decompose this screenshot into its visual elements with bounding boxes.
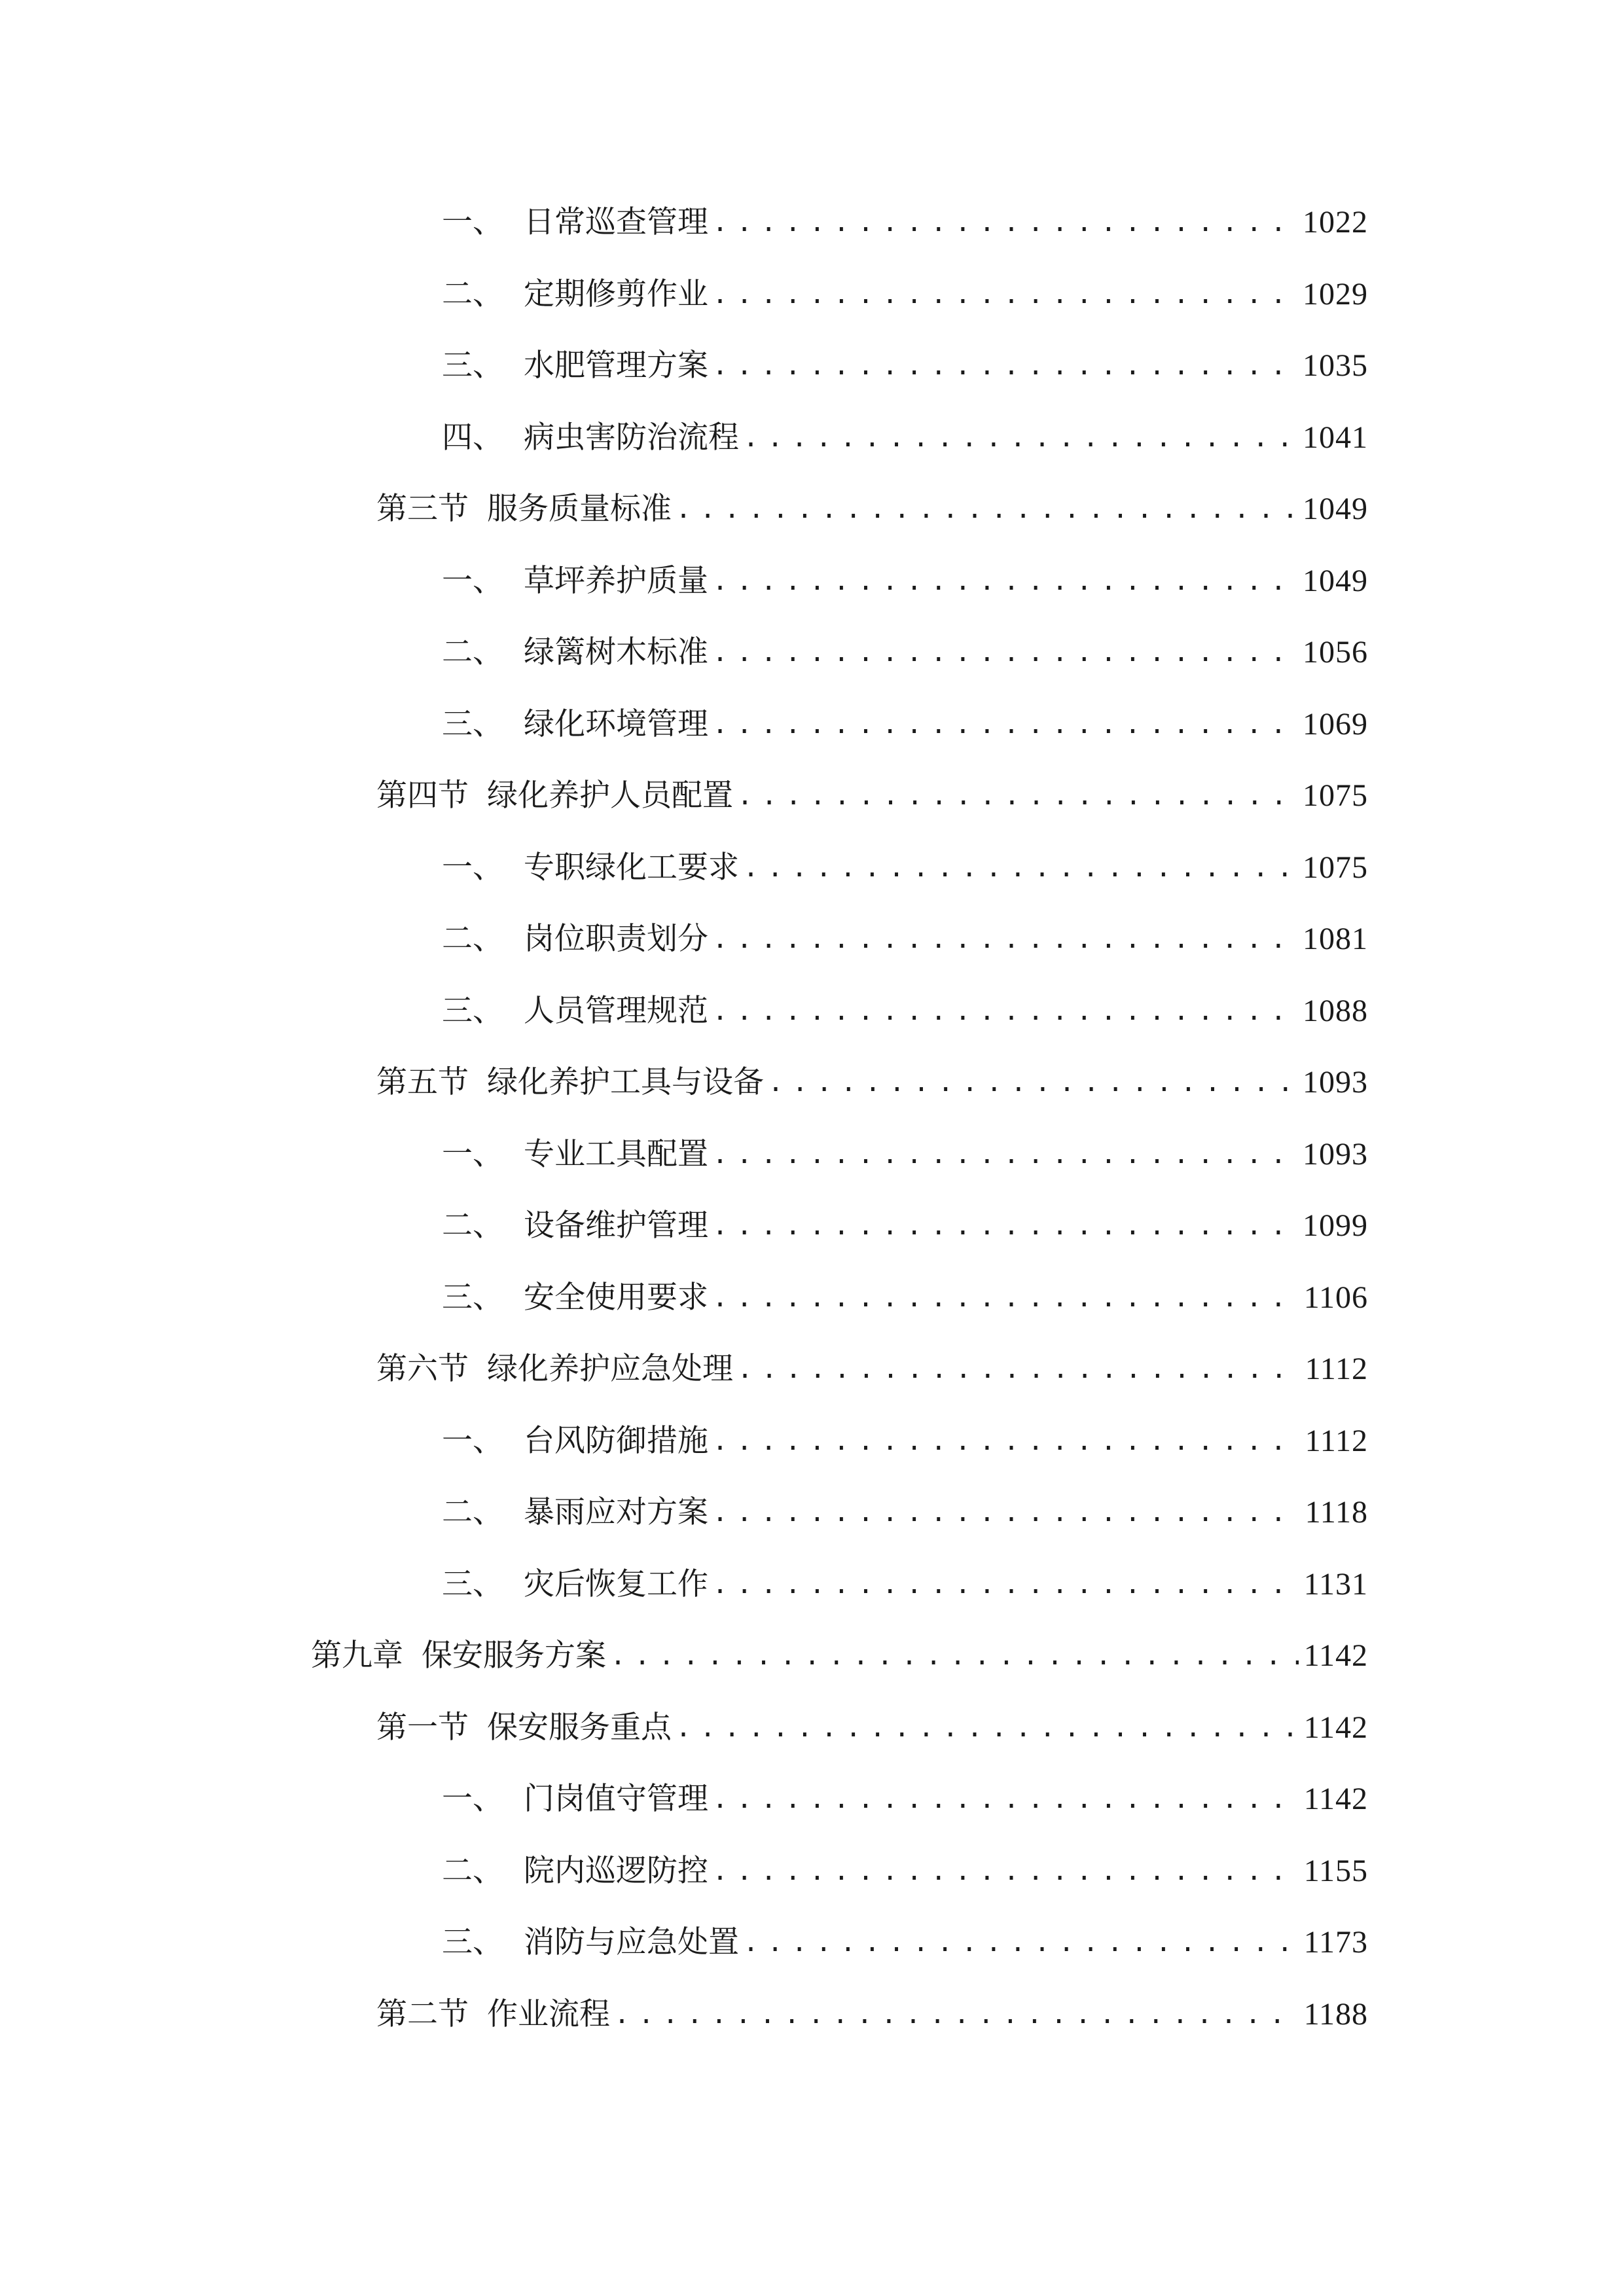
dot-leader [743, 1923, 1299, 1962]
dot-leader [614, 1995, 1299, 2034]
toc-entry-1[interactable] [442, 190, 1368, 242]
entry-title: 服务质量标准 [487, 491, 672, 527]
toc-entry-7[interactable] [442, 620, 1368, 672]
dot-leader [712, 1422, 1300, 1461]
dot-leader [768, 1063, 1297, 1102]
entry-title: 草坪养护质量 [524, 563, 708, 599]
entry-number: 二、 [442, 1208, 503, 1244]
dot-leader [712, 1206, 1297, 1246]
entry-title: 门岗值守管理 [524, 1781, 708, 1817]
toc-entry-10[interactable] [442, 835, 1368, 888]
entry-page-number: 1069 [1303, 707, 1368, 742]
entry-number: 三、 [442, 348, 503, 384]
dot-leader [712, 1780, 1299, 1819]
entry-number: 第三节 [376, 491, 469, 527]
dot-leader [712, 562, 1297, 601]
entry-title: 专职绿化工要求 [524, 850, 739, 886]
entry-title: 保安服务方案 [422, 1638, 606, 1674]
entry-title: 病虫害防治流程 [524, 420, 739, 456]
toc-entry-12[interactable] [442, 978, 1368, 1031]
entry-number: 二、 [442, 921, 503, 957]
entry-page-number: 1142 [1303, 1782, 1368, 1816]
entry-title: 设备维护管理 [524, 1208, 708, 1244]
toc-entry-9[interactable] [376, 763, 1368, 816]
entry-page-number: 1118 [1305, 1495, 1368, 1530]
entry-title: 绿化养护应急处理 [487, 1351, 733, 1387]
toc-entry-19[interactable] [442, 1480, 1368, 1532]
entry-page-number: 1075 [1303, 850, 1368, 885]
entry-number: 第二节 [376, 1996, 469, 2032]
entry-number: 第九章 [311, 1638, 403, 1674]
dot-leader [737, 1350, 1300, 1389]
entry-title: 日常巡查管理 [524, 204, 708, 240]
entry-number: 三、 [442, 1280, 503, 1316]
entry-page-number: 1099 [1303, 1208, 1368, 1243]
entry-page-number: 1088 [1303, 994, 1368, 1028]
entry-number: 二、 [442, 1853, 503, 1889]
entry-page-number: 1112 [1305, 1424, 1368, 1458]
toc-entry-3[interactable] [442, 333, 1368, 386]
entry-page-number: 1112 [1305, 1352, 1368, 1386]
toc-entry-4[interactable] [442, 405, 1368, 457]
toc-entry-17[interactable] [376, 1336, 1368, 1389]
entry-page-number: 1056 [1303, 635, 1368, 670]
dot-leader [743, 848, 1297, 888]
dot-leader [737, 776, 1297, 816]
entry-title: 水肥管理方案 [524, 348, 708, 384]
entry-title: 岗位职责划分 [524, 921, 708, 957]
toc-entry-11[interactable] [442, 906, 1368, 959]
dot-leader [712, 1493, 1300, 1532]
entry-number: 第四节 [376, 778, 469, 814]
dot-leader [676, 1708, 1299, 1748]
entry-number: 三、 [442, 993, 503, 1029]
entry-number: 一、 [442, 1423, 503, 1459]
dot-leader [712, 1278, 1299, 1318]
dot-leader [712, 346, 1297, 386]
entry-number: 一、 [442, 1136, 503, 1172]
entry-title: 消防与应急处置 [524, 1924, 739, 1960]
toc-entry-8[interactable] [442, 692, 1368, 744]
toc-entry-16[interactable] [442, 1265, 1368, 1318]
entry-title: 定期修剪作业 [524, 276, 708, 312]
dot-leader [712, 633, 1297, 672]
entry-title: 作业流程 [487, 1996, 610, 2032]
entry-number: 三、 [442, 1924, 503, 1960]
dot-leader [743, 418, 1297, 457]
entry-page-number: 1049 [1303, 492, 1368, 526]
entry-title: 院内巡逻防控 [524, 1853, 708, 1889]
entry-title: 专业工具配置 [524, 1136, 708, 1172]
entry-page-number: 1106 [1303, 1280, 1368, 1315]
entry-number: 第五节 [376, 1064, 469, 1100]
entry-page-number: 1081 [1303, 922, 1368, 956]
dot-leader [610, 1636, 1299, 1676]
toc-entry-24[interactable] [442, 1839, 1368, 1891]
entry-page-number: 1188 [1303, 1997, 1368, 2032]
entry-number: 二、 [442, 1494, 503, 1530]
toc-entry-20[interactable] [442, 1552, 1368, 1604]
toc-entry-26[interactable] [376, 1982, 1368, 2034]
dot-leader [712, 992, 1297, 1031]
entry-number: 三、 [442, 706, 503, 742]
entry-title: 安全使用要求 [524, 1280, 708, 1316]
toc-entry-21[interactable] [311, 1623, 1368, 1676]
entry-number: 一、 [442, 1781, 503, 1817]
dot-leader [676, 490, 1297, 529]
entry-page-number: 1022 [1303, 205, 1368, 240]
entry-page-number: 1131 [1303, 1567, 1368, 1602]
entry-page-number: 1093 [1303, 1137, 1368, 1172]
entry-page-number: 1041 [1303, 420, 1368, 455]
entry-page-number: 1155 [1303, 1854, 1368, 1888]
entry-number: 第一节 [376, 1710, 469, 1746]
entry-number: 二、 [442, 634, 503, 670]
entry-title: 保安服务重点 [487, 1710, 672, 1746]
entry-number: 第六节 [376, 1351, 469, 1387]
toc-entry-5[interactable] [376, 476, 1368, 529]
toc-entry-23[interactable] [442, 1767, 1368, 1819]
dot-leader [712, 1852, 1299, 1891]
entry-title: 绿化环境管理 [524, 706, 708, 742]
dot-leader [712, 203, 1297, 242]
entry-number: 一、 [442, 850, 503, 886]
toc-entry-15[interactable] [442, 1193, 1368, 1246]
entry-title: 灾后恢复工作 [524, 1566, 708, 1602]
toc-entry-13[interactable] [376, 1050, 1368, 1102]
entry-title: 绿化养护人员配置 [487, 778, 733, 814]
entry-title: 台风防御措施 [524, 1423, 708, 1459]
toc-entry-22[interactable] [376, 1695, 1368, 1748]
toc-entry-25[interactable] [442, 1910, 1368, 1962]
entry-number: 三、 [442, 1566, 503, 1602]
dot-leader [712, 1135, 1297, 1174]
entry-number: 四、 [442, 420, 503, 456]
entry-title: 绿化养护工具与设备 [487, 1064, 764, 1100]
dot-leader [712, 920, 1297, 959]
entry-page-number: 1075 [1303, 778, 1368, 813]
dot-leader [712, 705, 1297, 744]
dot-leader [712, 275, 1297, 314]
entry-page-number: 1029 [1303, 277, 1368, 312]
dot-leader [712, 1565, 1299, 1604]
entry-page-number: 1142 [1303, 1638, 1368, 1673]
toc-entry-2[interactable] [442, 262, 1368, 314]
entry-page-number: 1173 [1303, 1925, 1368, 1960]
entry-number: 二、 [442, 276, 503, 312]
entry-title: 暴雨应对方案 [524, 1494, 708, 1530]
toc-entry-14[interactable] [442, 1122, 1368, 1174]
entry-number: 一、 [442, 563, 503, 599]
entry-page-number: 1049 [1303, 564, 1368, 598]
entry-page-number: 1142 [1303, 1710, 1368, 1745]
entry-title: 人员管理规范 [524, 993, 708, 1029]
entry-title: 绿篱树木标准 [524, 634, 708, 670]
toc-entry-6[interactable] [442, 548, 1368, 601]
entry-page-number: 1093 [1303, 1065, 1368, 1100]
entry-number: 一、 [442, 204, 503, 240]
entry-page-number: 1035 [1303, 348, 1368, 383]
toc-entry-18[interactable] [442, 1408, 1368, 1461]
